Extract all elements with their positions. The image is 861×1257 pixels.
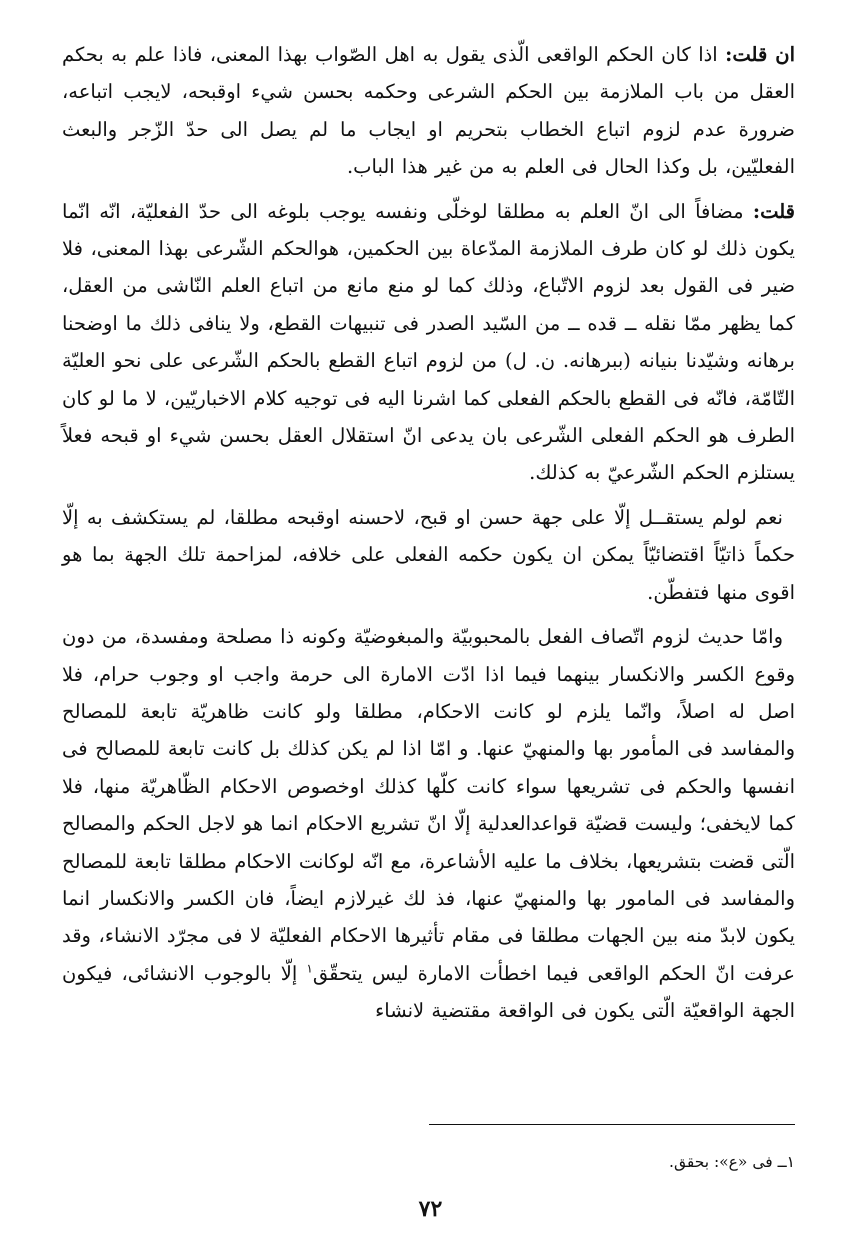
- paragraph-qultu: [62, 193, 795, 492]
- footnote-divider: [429, 1124, 795, 1125]
- page-number: ٧٢: [418, 1196, 443, 1222]
- paragraph-in-qulta: [62, 36, 795, 186]
- footnote: ١ــ فى «ع»: بحقق.: [669, 1153, 795, 1171]
- paragraph-text: اذا كان الحكم الواقعى الّذى يقول به اهل الصّواب بهذا المعنى، فاذا علم به بحكم العقل من باب الملازمة بين الحكم الشرعى وحكمه بحسن شيء اوقبحه، لايجب اتباعه، ضرورة عدم لزوم اتباع الخطاب بتحريم او ايجاب ما لم يصل الى حدّ الزّجر والبعث الفعليّين، بل وكذا الحال فى العلم به من غير هذا الباب.: [62, 43, 795, 179]
- paragraph-text-continued: إلّا بالوجوب الانشائى، فيكون الجهة الواقعيّة الّتى يكون فى الواقعة مقتضية لانشاء: [62, 961, 795, 1023]
- paragraph-naam: [62, 499, 795, 611]
- footnote-marker[interactable]: ١: [306, 961, 313, 976]
- paragraph-text: وامّا حديث لزوم اتّصاف الفعل بالمحبوبيّة والمبغوضيّة وكونه ذا مصلحة ومفسدة، من دون وقوع الكسر والانكسار بينهما فيما اذا ادّت الامارة الى حرمة واجب او وجوب حرام، فلا اصل له اصلاً، وانّما يلزم لو كانت الاحكام، مطلقا ولو كانت ظاهريّة تابعة للمصالح والمفاسد فى المأمور بها والمنهيّ عنها. و امّا اذا لم يكن كذلك بل كانت تابعة للمصالح فى انفسها والحكم فى تشريعها سواء كانت كلّها كذلك اوخصوص الاحكام الظّاهريّة منها، فلا كما لايخفى؛ وليست قضيّة قواعدالعدلية إلّا انّ تشريع الاحكام انما هو لاجل الحكم والمصالح الّتى قضت بتشريعها، بخلاف ما عليه الأشاعرة، مع انّه لوكانت الاحكام مطلقا تابعة للمصالح والمفاسد فى المامور بها والمنهيّ عنها، فذ لك غيرلازم ايضاً، فان الكسر والانكسار انما يكون لابدّ منه بين الجهات مطلقا فى مقام تأثيرها الاحكام الفعليّة لا فى مجرّد الانشاء، وقد عرفت انّ الحكم الواقعى فيما اخطأت الامارة ليس يتحقّق: [62, 625, 795, 985]
- paragraph-wa-amma: [62, 618, 795, 1029]
- paragraph-text: مضافاً الى انّ العلم به مطلقا لوخلّى ونفسه يوجب بلوغه الى حدّ الفعليّة، انّه انّما يكون ذلك لو كان طرف الملازمة المدّعاة بين الحكمين، هوالحكم الشّرعى بهذا المعنى، فلا ضير فى القول بعد لزوم الاتّباع، وذلك كما لو منع مانع من اتباع العلم النّاشى من العقل، كما يظهر ممّا نقله ــ قده ــ من السّيد الصدر فى تنبيهات القطع، ولا ينافى ذلك ما اوضحنا برهانه وشيّدنا بنيانه (ببرهانه. ن. ل) من لزوم اتباع القطع بالحكم الشّرعى على نحو العليّة التّامّة، فانّه فى القطع بالحكم الفعلى كما اشرنا اليه فى توجيه كلام الاخباريّين، لا ما لو كان الطرف هو الحكم الفعلى الشّرعى بان يدعى انّ استقلال العقل بحسن شيء او قبحه فعلاً يستلزم الحكم الشّرعيّ به كذلك.: [62, 199, 795, 485]
- paragraph-lead: قلت:: [752, 199, 795, 223]
- paragraph-lead: ان قلت:: [725, 43, 795, 66]
- main-text: [62, 36, 795, 1030]
- paragraph-text: نعم لولم يستقــل إلّا على جهة حسن او قبح، لاحسنه اوقبحه مطلقا، لم يستكشف به إلّا حكماً ذاتيّاً اقتضائيّاً يمكن ان يكون حكمه الفعلى على خلافه، لمزاحمة تلك الجهة بما هو اقوى منها فتفطّن.: [62, 505, 795, 604]
